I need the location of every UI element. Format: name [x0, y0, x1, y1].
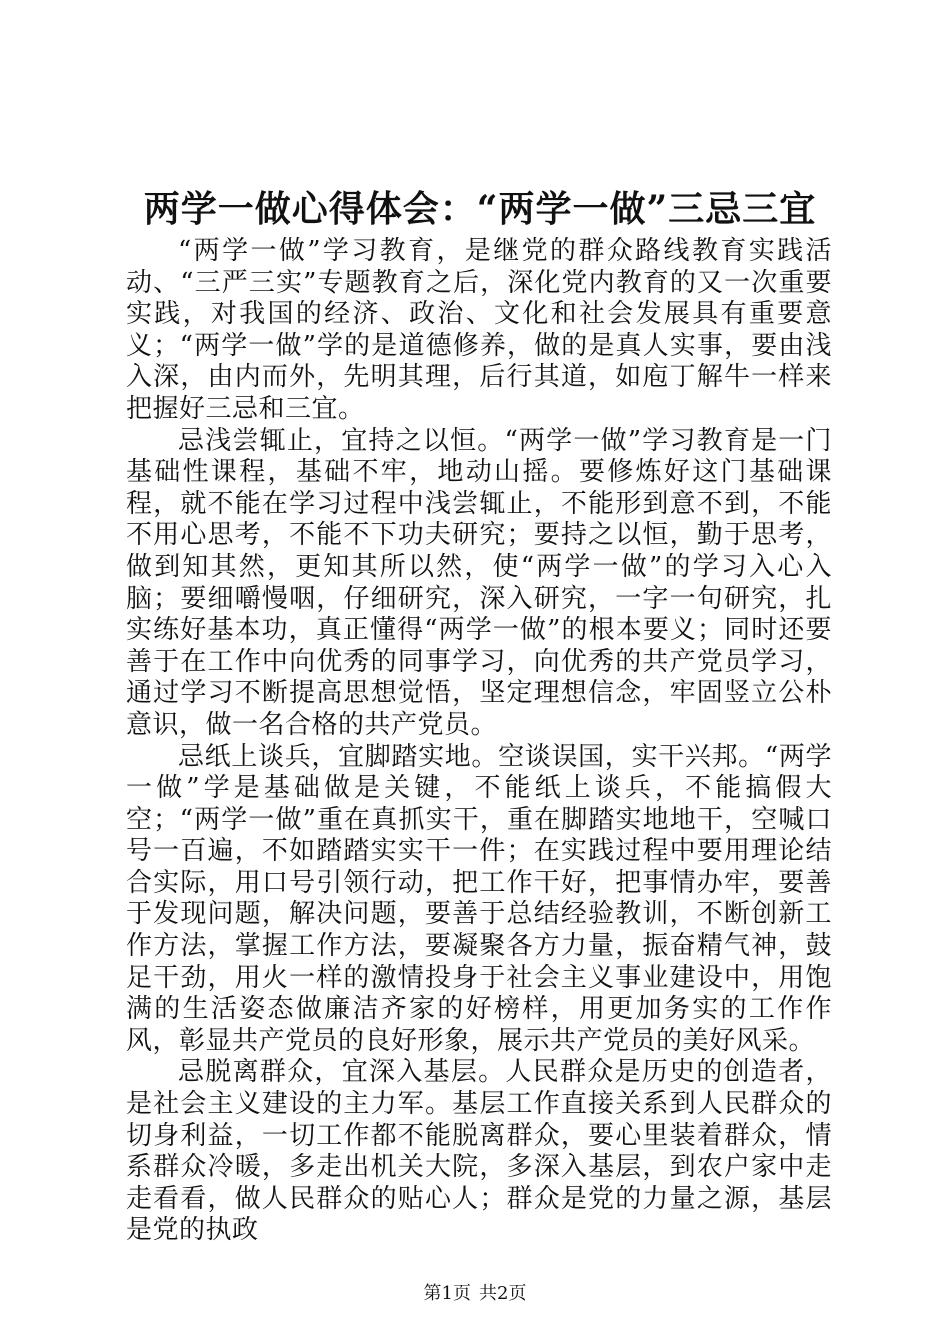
page-number: 第1页 [423, 1283, 471, 1304]
paragraph-grassroots: 忌脱离群众，宜深入基层。人民群众是历史的创造者，是社会主义建设的主力军。基层工作直接关系到人民群众的切身利益，一切工作都不能脱离群众，要心里装着群众，情系群众冷暖，多走出机关大院，多深入基层，到农户家中走走看看，做人民群众的贴心人；群众是党的力量之源，基层是党的执政 [126, 1057, 832, 1246]
page-footer [0, 1282, 950, 1306]
page-total: 共2页 [479, 1283, 527, 1304]
paragraph-intro: “两学一做”学习教育，是继党的群众路线教育实践活动、“三严三实”专题教育之后，深化党内教育的又一次重要实践，对我国的经济、政治、文化和社会发展具有重要意义；“两学一做”学的是道德修养，做的是真人实事，要由浅入深，由内而外，先明其理，后行其道，如庖丁解牛一样来把握好三忌和三宜。 [126, 236, 832, 424]
document-body [126, 236, 832, 1247]
document-title: 两学一做心得体会：“两学一做”三忌三宜 [143, 188, 817, 230]
paragraph-practice: 忌纸上谈兵，宜脚踏实地。空谈误国，实干兴邦。“两学一做”学是基础做是关键，不能纸上谈兵，不能搞假大空；“两学一做”重在真抓实干，重在脚踏实地地干，空喊口号一百遍，不如踏踏实实干一件；在实践过程中要用理论结合实际，用口号引领行动，把工作干好，把事情办牢，要善于发现问题，解决问题，要善于总结经验教训，不断创新工作方法，掌握工作方法，要凝聚各方力量，振奋精气神，鼓足干劲，用火一样的激情投身于社会主义事业建设中，用饱满的生活姿态做廉洁齐家的好榜样，用更加务实的工作作风，彰显共产党员的良好形象，展示共产党员的美好风采。 [126, 741, 832, 1056]
paragraph-persistence: 忌浅尝辄止，宜持之以恒。“两学一做”学习教育是一门基础性课程，基础不牢，地动山摇。要修炼好这门基础课程，就不能在学习过程中浅尝辄止，不能形到意不到，不能不用心思考，不能不下功夫研究；要持之以恒，勤于思考，做到知其然，更知其所以然，使“两学一做”的学习入心入脑；要细嚼慢咽，仔细研究，深入研究，一字一句研究，扎实练好基本功，真正懂得“两学一做”的根本要义；同时还要善于在工作中向优秀的同事学习，向优秀的共产党员学习，通过学习不断提高思想觉悟，坚定理想信念，牢固竖立公朴意识，做一名合格的共产党员。 [126, 425, 832, 740]
